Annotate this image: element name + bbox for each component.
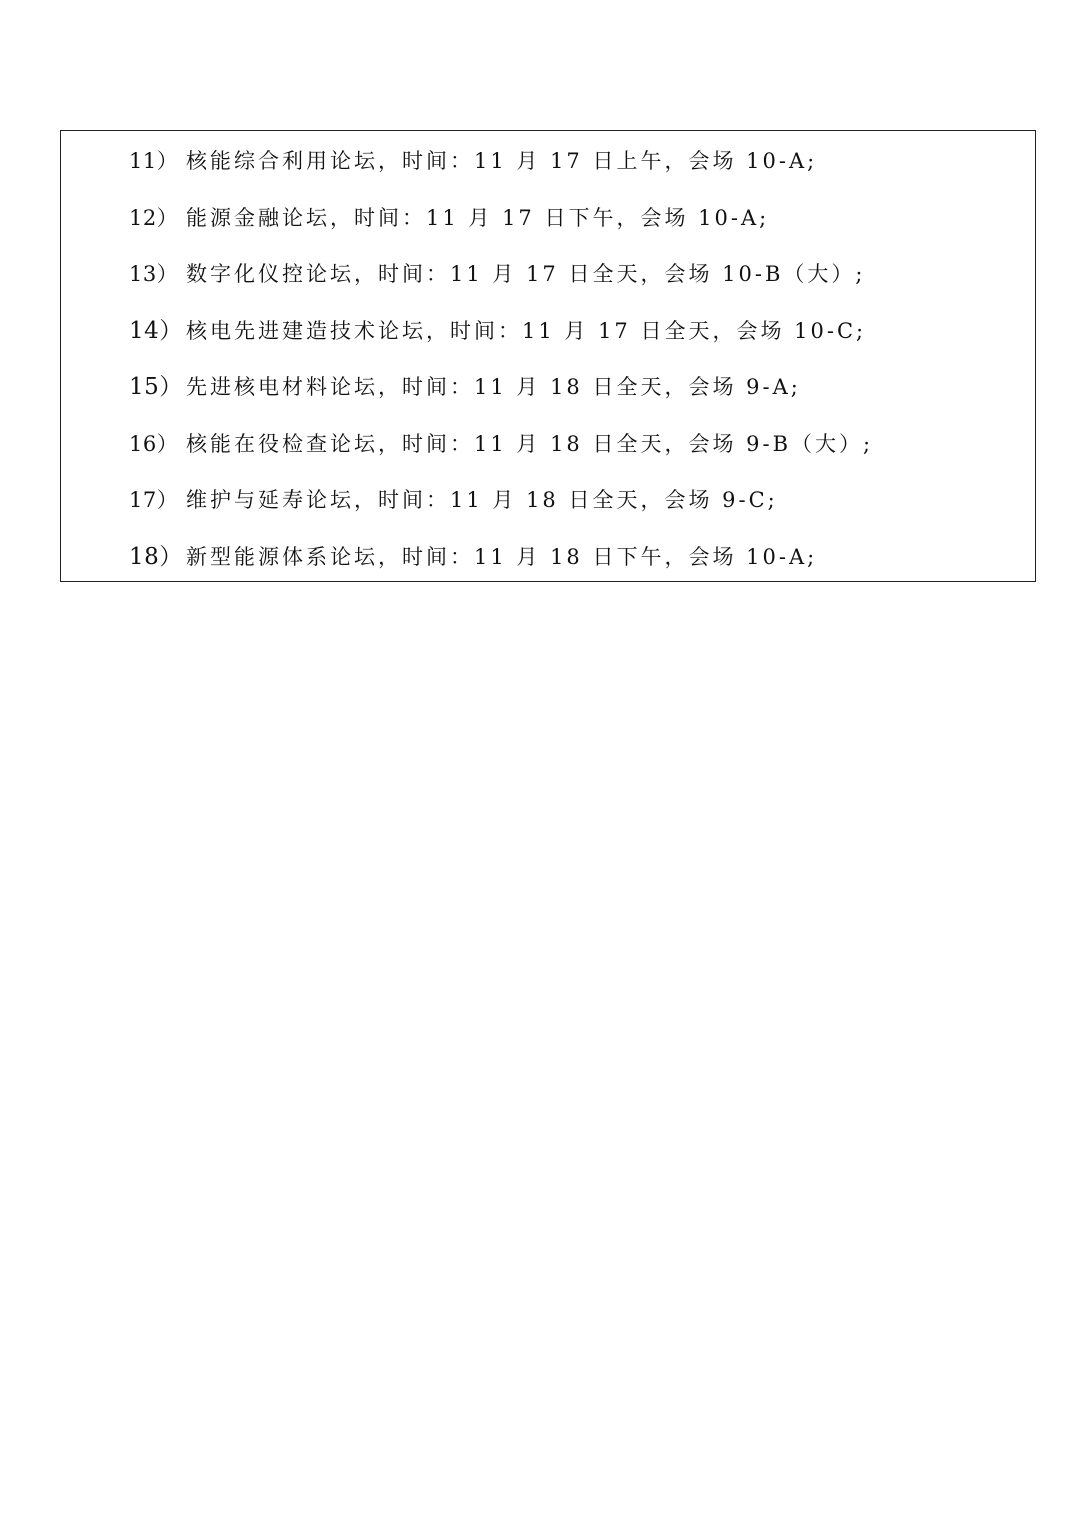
item-number: 11） (129, 149, 179, 173)
item-text: 新型能源体系论坛，时间：11 月 18 日下午，会场 10-A; (186, 544, 818, 569)
list-item (129, 246, 873, 303)
item-text: 能源金融论坛，时间：11 月 17 日下午，会场 10-A; (186, 205, 770, 230)
item-text: 先进核电材料论坛，时间：11 月 18 日全天，会场 9-A; (186, 375, 801, 399)
list-item (129, 359, 873, 416)
item-text: 核能综合利用论坛，时间：11 月 17 日上午，会场 10-A; (186, 149, 818, 173)
item-text: 核电先进建造技术论坛，时间：11 月 17 日全天，会场 10-C; (186, 318, 867, 343)
item-number: 12） (129, 205, 179, 230)
item-text: 数字化仪控论坛，时间：11 月 17 日全天，会场 10-B（大）; (186, 262, 866, 286)
item-text: 维护与延寿论坛，时间：11 月 18 日全天，会场 9-C; (186, 488, 778, 512)
item-number: 13） (129, 262, 179, 286)
list-item (129, 472, 873, 529)
item-number: 15） (129, 374, 183, 400)
forum-list-box (60, 130, 1036, 582)
item-number: 16） (129, 431, 179, 456)
forum-list (129, 133, 873, 585)
list-item (129, 303, 873, 360)
item-number: 14） (129, 317, 183, 344)
list-item (129, 190, 873, 247)
item-number: 17） (129, 488, 179, 512)
item-text: 核能在役检查论坛，时间：11 月 18 日全天，会场 9-B（大）; (186, 431, 874, 456)
list-item (129, 133, 873, 190)
list-item (129, 529, 873, 586)
list-item (129, 416, 873, 473)
item-number: 18） (129, 543, 183, 570)
